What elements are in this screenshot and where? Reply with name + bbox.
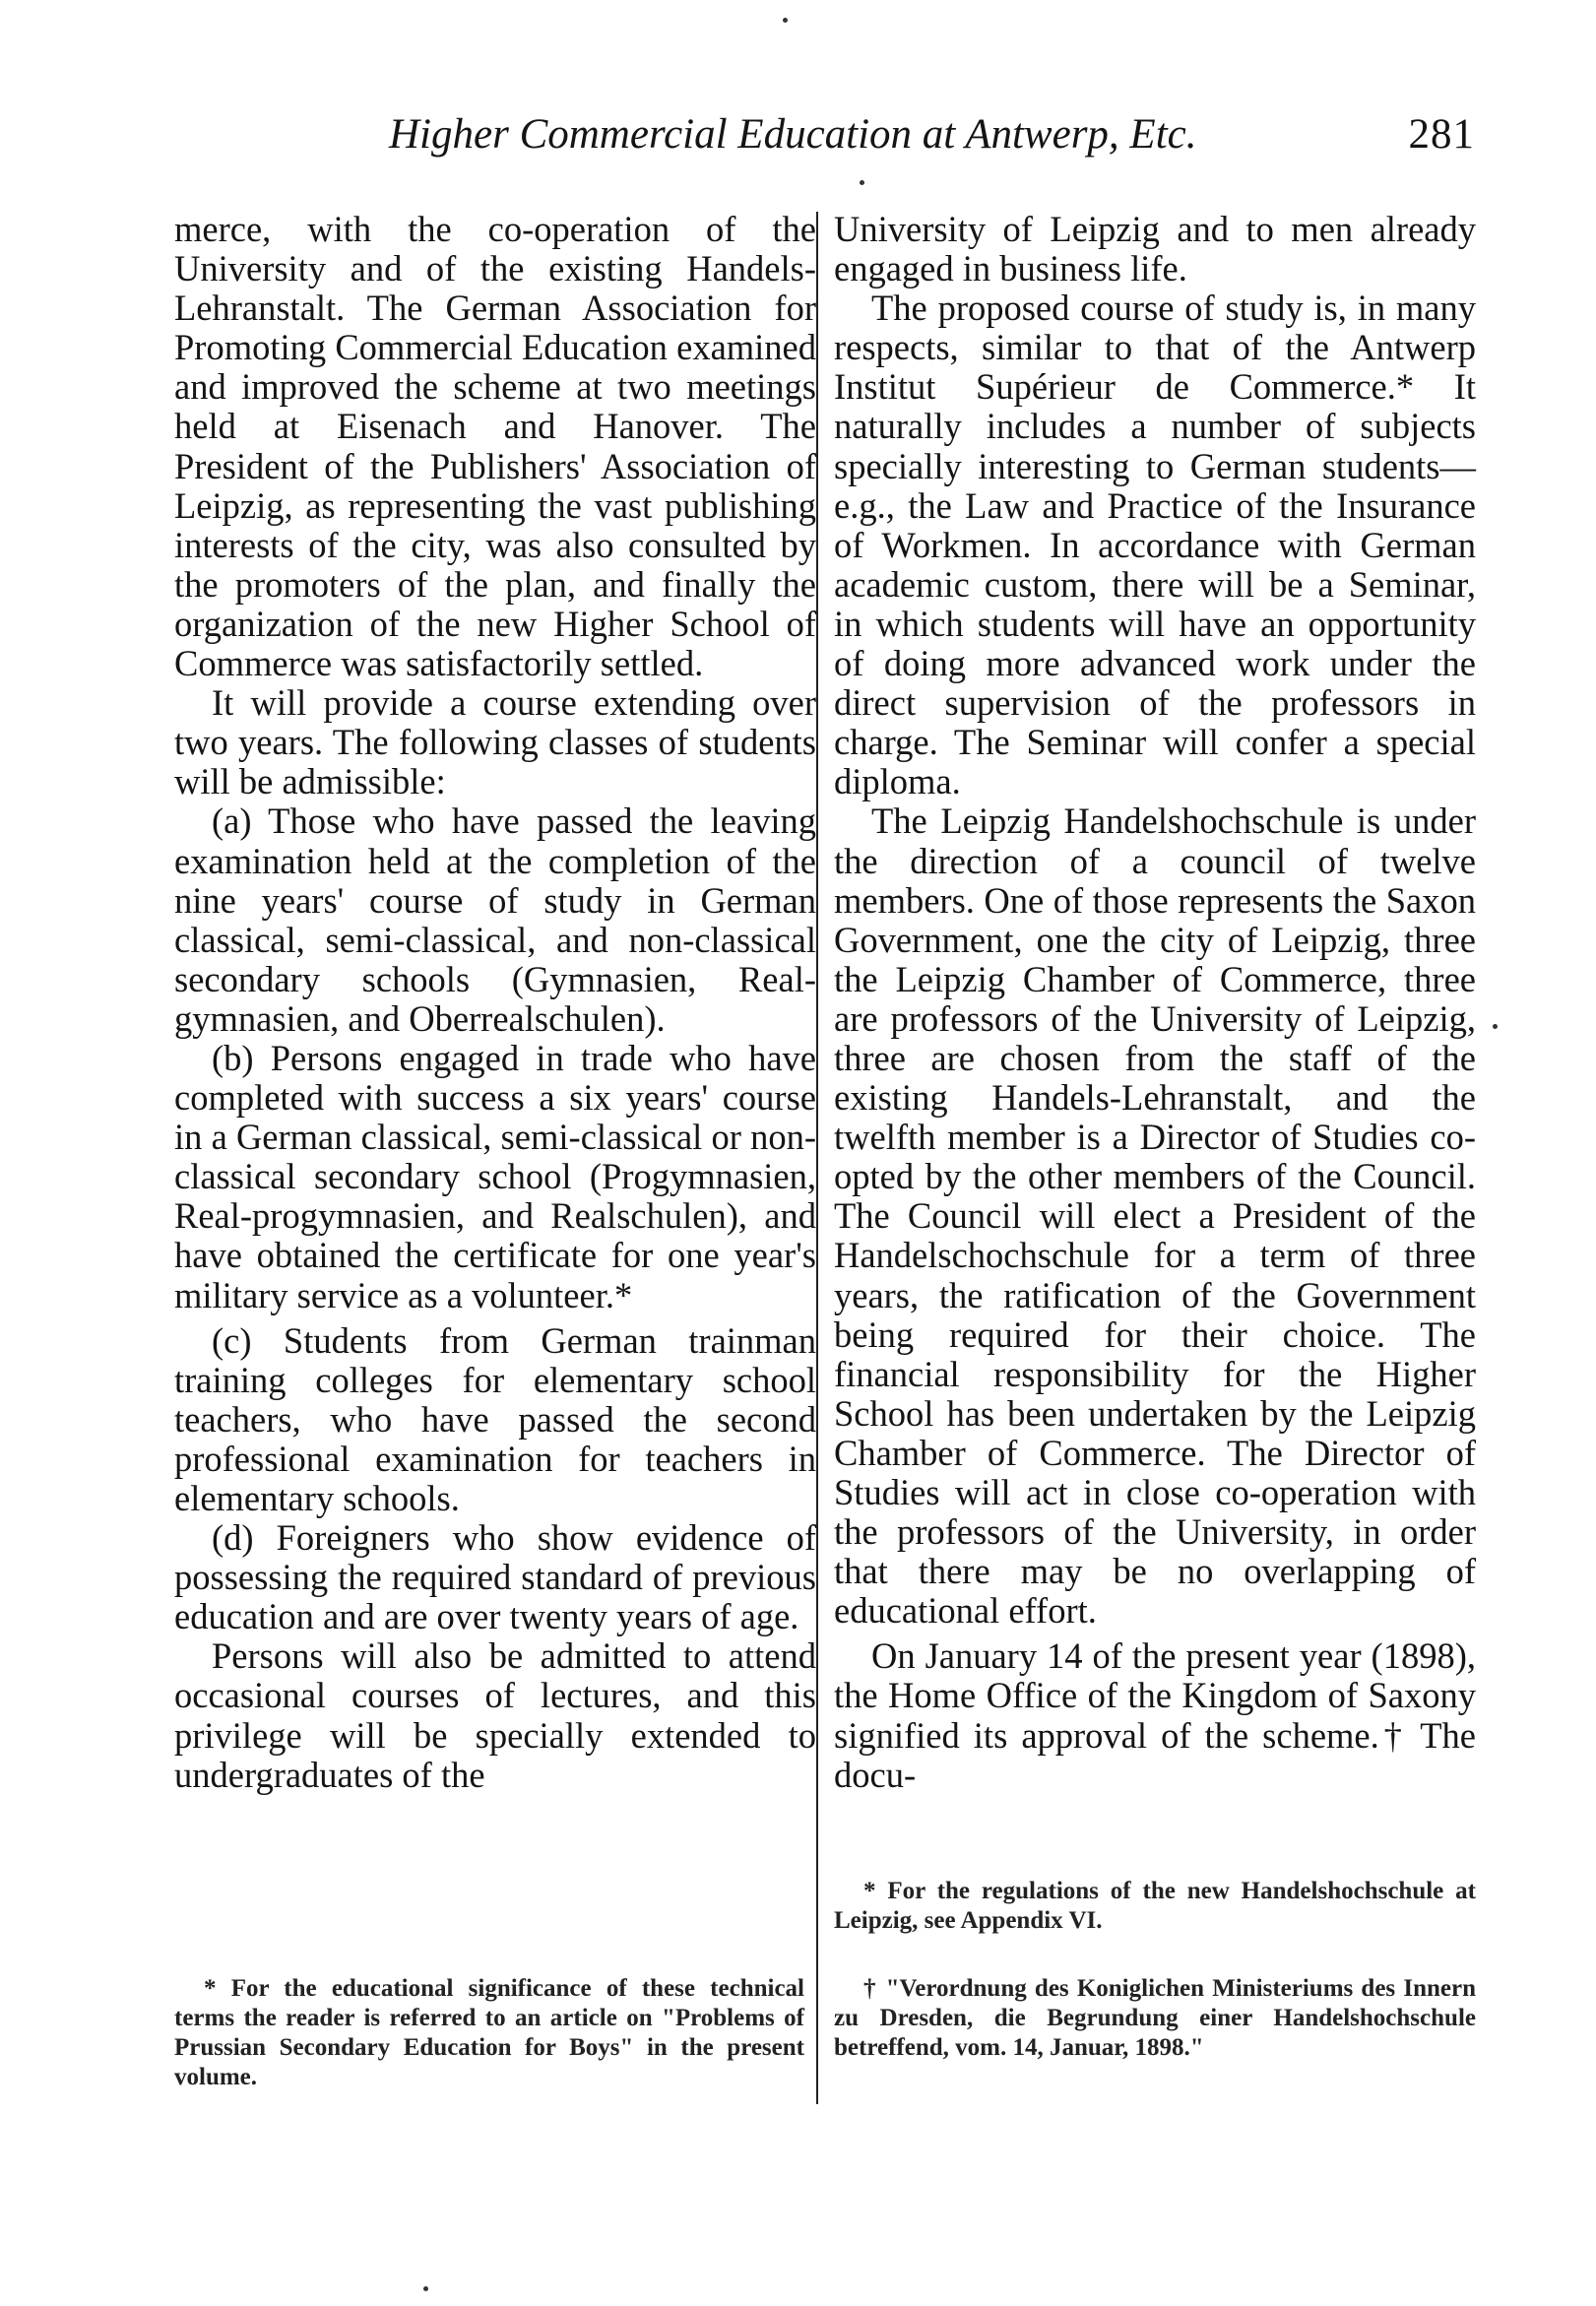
running-title: Higher Commercial Education at Antwerp, Etc. [389,111,1197,158]
paragraph: (a) Those who have passed the leaving examination held at the completion of the nine years' course of study in German classical, semi-classical, and non-classical secondary schools (Gymnasien, Real-gymnasien, and Oberrealschulen). [174,801,816,1039]
footnote-right-2 [834,1974,1476,2063]
paragraph: The Leipzig Handelshochschule is under the direction of a council of twelve members. One of those represents the Saxon Government, one the city of Leipzig, three the Leipzig Chamber of Commerce, three are professors of the University of Leipzig, three are chosen from the staff of the existing Handels-Lehranstalt, and the twelfth member is a Director of Studies co-opted by the other members of the Council. The Council will elect a President of the Handelschochschule for a term of three years, the ratification of the Government being required for their choice. The financial responsibility for the Higher School has been undertaken by the Leipzig Chamber of Commerce. The Director of Studies will act in close co-operation with the professors of the University, in order that there may be no overlapping of educational effort. [834,801,1476,1632]
footnote-text: * For the educational significance of these technical terms the reader is referred to an article on "Problems of Prussian Secondary Education for Boys" in the present volume. [174,1975,804,2090]
left-column [174,210,816,1795]
paragraph: (b) Persons engaged in trade who have completed with success a six years' course in a German classical, semi-classical or non-classical secondary school (Progymnasien, Real-progymnasien, and Realschulen), and have obtained the certificate for one year's military service as a volunteer.* [174,1037,816,1315]
paragraph: merce, with the co-operation of the University and of the existing Handels-Lehranstalt. The German Association for Promoting Commercial Education examined and improved the scheme at two meetings held at Eisenach and Hanover. The President of the Publishers' Association of Leipzig, as representing the vast publishing interests of the city, was also consulted by the promoters of the plan, and finally the organization of the new Higher School of Commerce was satisfactorily settled. [174,209,816,684]
speck-mark [1493,1024,1498,1029]
paragraph: (d) Foreigners who show evidence of possessing the required standard of previous education and are over twenty years of age. [174,1517,816,1637]
speck-mark [783,18,788,23]
footnote-text: * For the regulations of the new Handelshochschule at Leipzig, see Appendix VI. [834,1878,1476,1934]
page-number: 281 [1408,111,1475,158]
speck-mark [423,2286,428,2291]
speck-mark [860,180,864,185]
footnote-right-1 [834,1877,1476,1936]
paragraph: On January 14 of the present year (1898), the Home Office of the Kingdom of Saxony signified its approval of the scheme.† The docu- [834,1635,1476,1795]
paragraph: Persons will also be admitted to attend occasional courses of lectures, and this privilege will be specially extended to undergraduates of the [174,1635,816,1795]
paragraph: It will provide a course extending over two years. The following classes of students will be admissible: [174,682,816,802]
right-column [834,210,1476,1795]
running-header [389,110,1475,169]
footnote-left [174,1974,804,2092]
paragraph: University of Leipzig and to men already engaged in business life. [834,209,1476,289]
paragraph: The proposed course of study is, in many respects, similar to that of the Antwerp Institut Supérieur de Commerce.* It naturally includes a number of subjects specially interesting to German students—e.g., the Law and Practice of the Insurance of Workmen. In accordance with German academic custom, there will be a Seminar, in which students will have an opportunity of doing more advanced work under the direct supervision of the professors in charge. The Seminar will confer a special diploma. [834,288,1476,802]
paragraph: (c) Students from German trainman training colleges for elementary school teachers, who have passed the second professional examination for teachers in elementary schools. [174,1319,816,1518]
column-divider [816,212,818,2104]
footnote-text: † "Verordnung des Koniglichen Ministeriums des Innern zu Dresden, die Begrundung einer Handelshochschule betreffend, vom. 14, Januar, 1898." [834,1975,1476,2061]
